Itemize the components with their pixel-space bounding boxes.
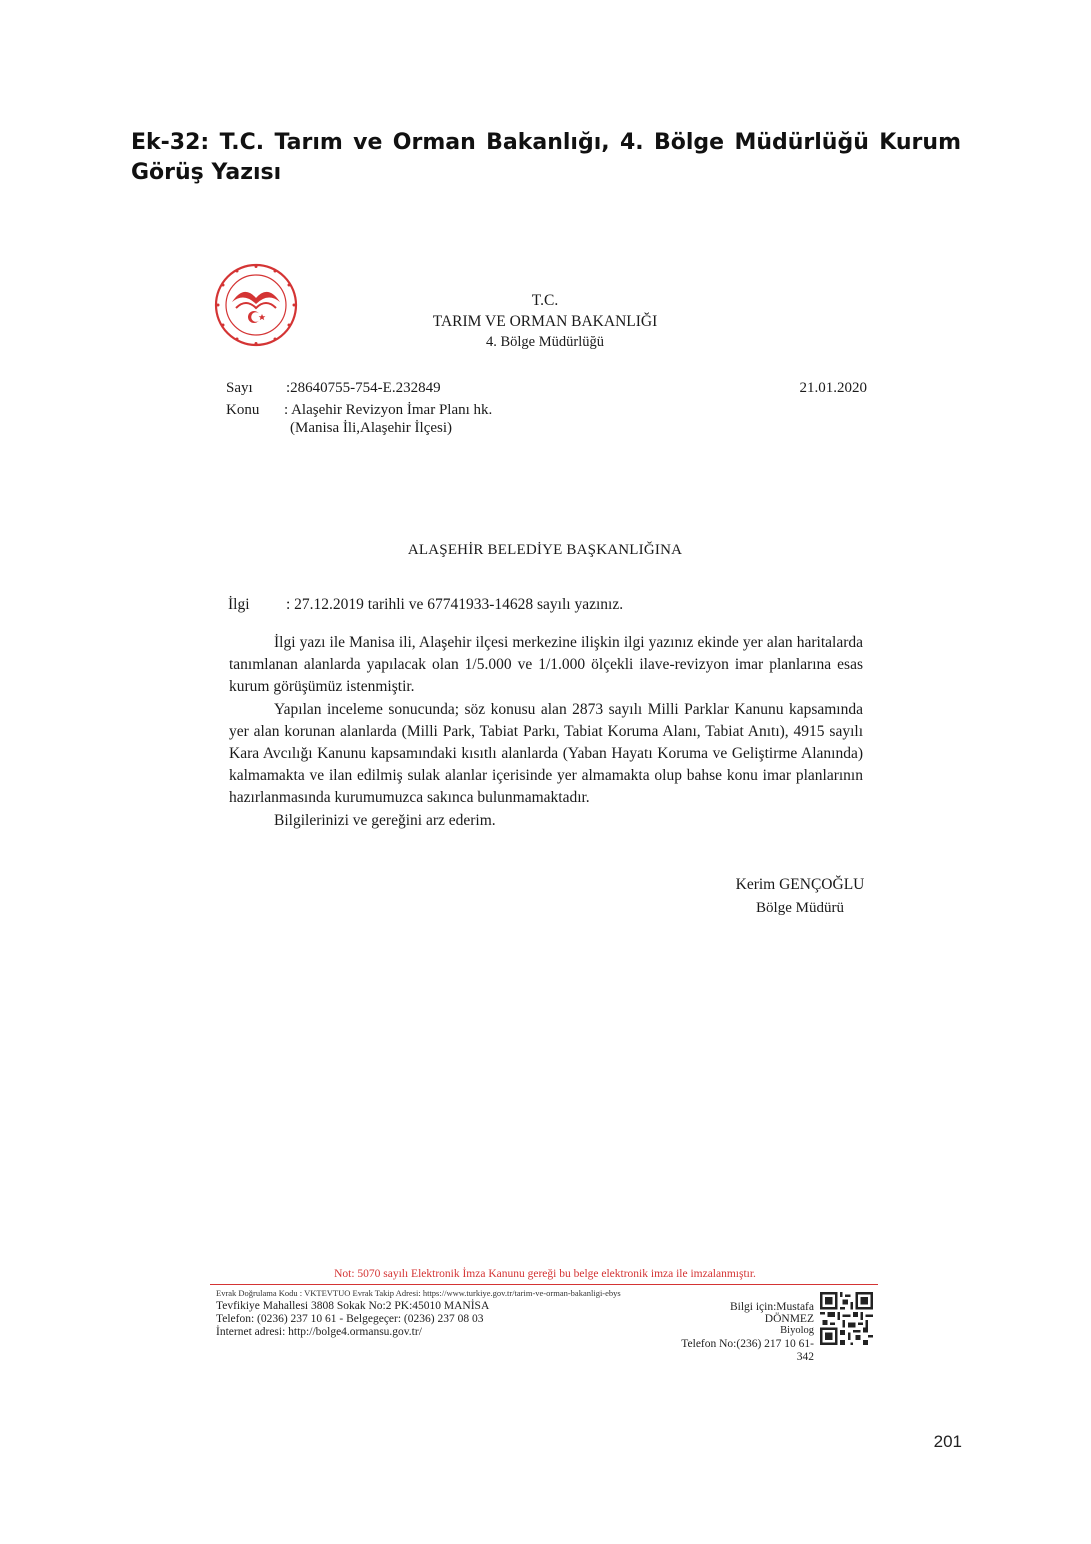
- ilgi-value: : 27.12.2019 tarihli ve 67741933-14628 sayılı yazınız.: [286, 596, 624, 613]
- body-paragraph-1: İlgi yazı ile Manisa ili, Alaşehir ilçesi merkezine ilişkin ilgi yazınız ekinde yer alan haritalarda tanımlanan alanlarda yapılacak olan 1/5.000 ve 1/1.000 ölçekli ilave-revizyon imar planlarına esas kurum görüşümüz istenmiştir.: [229, 634, 863, 696]
- contact-info-line: DÖNMEZ: [764, 1313, 814, 1325]
- ministry-seal-logo: [213, 262, 299, 348]
- sayi-value: :28640755-754-E.232849: [286, 380, 441, 396]
- letter-body: [229, 632, 863, 832]
- footer-phone: Telefon: (0236) 237 10 61 - Belgegeçer: (0236) 237 08 03: [216, 1313, 484, 1325]
- letter-date: 21.01.2020: [799, 380, 867, 396]
- letterhead-tc: T.C.: [531, 292, 559, 309]
- addressee: ALAŞEHİR BELEDİYE BAŞKANLIĞINA: [407, 542, 683, 558]
- body-paragraph-3: Bilgilerinizi ve gereğini arz ederim.: [274, 811, 496, 829]
- footer-address: Tevfikiye Mahallesi 3808 Sokak No:2 PK:45010 MANİSA: [216, 1300, 490, 1312]
- contact-info-line: Bilgi için:Mustafa: [729, 1301, 814, 1313]
- footer-divider: [210, 1284, 878, 1285]
- document-verification: Evrak Doğrulama Kodu : VKTEVTUO Evrak Takip Adresi: https://www.turkiye.gov.tr/tarim-ve-orman-bakanligi-ebys: [216, 1288, 621, 1298]
- ilgi-label: İlgi: [228, 596, 250, 613]
- footer-website: İnternet adresi: http://bolge4.ormansu.gov.tr/: [216, 1326, 422, 1338]
- body-paragraph-2: Yapılan inceleme sonucunda; söz konusu alan 2873 sayılı Milli Parklar Kanunu kapsamında yer alan korunan alanlarda (Milli Park, Tabiat Parkı, Tabiat Koruma Alanı, Tabiat Anıtı), 4915 sayılı Kara Avcılığı Kanunu kapsamındaki kısıtlı alanlarda (Yaban Hayatı Koruma ve Geliştirme Alanında) kalmamakta ve ilan edilmiş sulak alanlar içerisinde yer almamakta olup bahse konu imar planlarının hazırlanmasında kurumumuzca sakınca bulunmamaktadır.: [229, 700, 863, 807]
- signatory-title: Bölge Müdürü: [756, 900, 844, 916]
- letterhead-ministry: TARIM VE ORMAN BAKANLIĞI: [432, 313, 658, 330]
- contact-phone: Telefon No:(236) 217 10 61-: [681, 1338, 814, 1350]
- contact-info-line: Biyolog: [780, 1325, 814, 1336]
- page-number: 201: [933, 1432, 962, 1451]
- signatory-name: Kerim GENÇOĞLU: [735, 876, 865, 893]
- qr-code-icon: [820, 1292, 873, 1345]
- konu-value-location: (Manisa İli,Alaşehir İlçesi): [290, 420, 453, 436]
- sayi-label: Sayı: [226, 380, 253, 396]
- e-signature-note: Not: 5070 sayılı Elektronik İmza Kanunu gereği bu belge elektronik imza ile imzalanmıştır.: [334, 1268, 756, 1280]
- konu-label: Konu: [226, 402, 260, 418]
- konu-value: : Alaşehir Revizyon İmar Planı hk.: [284, 402, 493, 418]
- letterhead-directorate: 4. Bölge Müdürlüğü: [485, 334, 604, 350]
- page-heading: Ek-32: T.C. Tarım ve Orman Bakanlığı, 4. Bölge Müdürlüğü Kurum Görüş Yazısı: [131, 130, 961, 185]
- contact-phone-ext: 342: [796, 1351, 814, 1363]
